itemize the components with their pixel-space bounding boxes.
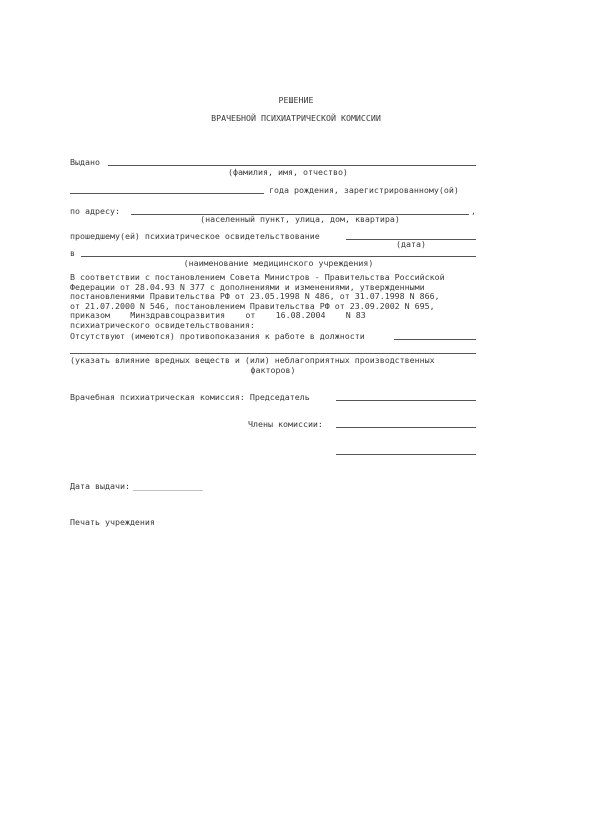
address-label: по адресу: (70, 206, 120, 216)
birth-year-blank[interactable] (70, 193, 264, 194)
institution-hint: (наименование медицинского учреждения) (183, 258, 374, 268)
in-label: в (70, 248, 75, 258)
legal-paragraph (70, 273, 476, 331)
member-signature-blank-2[interactable] (336, 454, 476, 455)
stamp-label: Печать учреждения (70, 517, 155, 527)
contra-text: Отсутствуют (имеются) противопоказания к работе в должности (70, 331, 365, 341)
institution-blank[interactable] (81, 256, 476, 257)
date-hint: (дата) (396, 239, 426, 249)
member-signature-blank-1[interactable] (336, 427, 476, 428)
passed-label: прошедшему(ей) психиатрическое освидетельствование (70, 231, 320, 241)
legal-line: постановлениями Правительства РФ от 23.05.1998 N 486, от 31.07.1998 N 866, (70, 291, 440, 302)
chair-label: Врачебная психиатрическая комиссия: Председатель (70, 392, 310, 402)
document-subtitle: ВРАЧЕБНОЙ ПСИХИАТРИЧЕСКОЙ КОМИССИИ (211, 113, 381, 123)
legal-line: от 21.07.2000 N 546, постановлением Правительства РФ от 23.09.2002 N 695, (70, 300, 435, 311)
document-title: РЕШЕНИЕ (278, 95, 314, 105)
issued-label: Выдано (70, 157, 100, 167)
legal-line: приказом Минздравсоцразвития от 16.08.2004 N 83 (70, 310, 366, 321)
fio-blank[interactable] (108, 165, 476, 166)
fio-hint: (фамилия, имя, отчество) (228, 167, 348, 177)
legal-last-line: психиатрического освидетельствования: (70, 319, 255, 330)
address-hint: (населенный пункт, улица, дом, квартира) (200, 214, 400, 224)
position-blank[interactable] (394, 339, 476, 340)
influence-hint: (указать влияние вредных веществ и (или) неблагоприятных производственных факторов) (70, 355, 435, 375)
legal-line: В соответствии с постановлением Совета Министров - Правительства Российской (70, 272, 445, 282)
address-comma: , (471, 206, 476, 216)
birth-text: года рождения, зарегистрированному(ой) (269, 185, 459, 195)
issue-date-blank[interactable]: ______________ (133, 481, 203, 491)
chair-signature-blank[interactable] (336, 400, 476, 401)
influence-blank[interactable] (70, 353, 476, 354)
issue-date-label: Дата выдачи: (70, 481, 130, 491)
legal-line: Федерации от 28.04.93 N 377 с дополнениями и изменениями, утвержденными (70, 281, 425, 292)
members-label: Члены комиссии: (248, 419, 323, 429)
